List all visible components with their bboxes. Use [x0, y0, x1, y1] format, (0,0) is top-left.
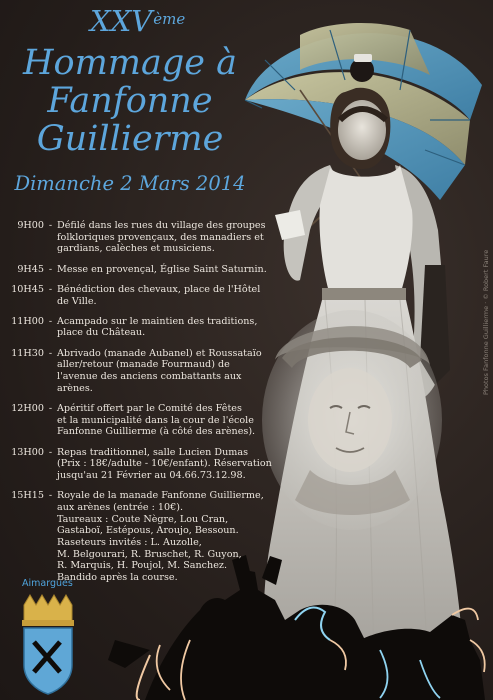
program-item [8, 220, 266, 255]
edition-ordinal: ème [153, 10, 186, 28]
crest [22, 595, 74, 694]
program-time: 12H00 [11, 402, 44, 414]
program-line: et la municipalité dans la cour de l'école [57, 414, 254, 426]
program-item [8, 283, 261, 307]
program-dash: - [48, 347, 53, 359]
crest-label: Aimargues [22, 578, 73, 589]
program-text [57, 284, 260, 307]
program-text [57, 403, 255, 438]
program-text [57, 264, 267, 276]
program-line: Taureaux : Coute Nègre, Lou Cran, [57, 513, 229, 525]
program-dash: - [48, 490, 53, 502]
program-line: Abrivado (manade Aubanel) et Roussataïo [57, 347, 262, 359]
program-line: Acampado sur le maintien des traditions, [57, 315, 258, 327]
event-date: Dimanche 2 Mars 2014 [14, 172, 246, 195]
program-line: R. Marquis, H. Poujol, M. Sanchez. [57, 560, 227, 572]
program-dash: - [48, 220, 53, 231]
program-text [57, 316, 257, 339]
program-item [8, 446, 272, 482]
program-line: l'avenue des anciens combattants aux [57, 371, 242, 383]
title-line-1: Hommage à [23, 43, 237, 83]
program-line: Apéritif offert par le Comité des Fêtes [57, 402, 242, 414]
program-line: folkloriques provençaux, des manadiers et [57, 231, 264, 243]
program-item [8, 402, 256, 438]
ghost-portrait [262, 310, 442, 530]
program-line: Bénédiction des chevaux, place de l'Hôtel [57, 283, 261, 295]
program-time: 15H15 [11, 490, 44, 502]
program-time: 13H00 [11, 446, 44, 458]
program-schedule [8, 220, 272, 592]
program-text [57, 348, 262, 395]
program-line: aux arènes (entrée : 10€). [57, 501, 184, 513]
program-line: Bandido après la course. [57, 572, 178, 584]
program-time: 10H45 [11, 283, 44, 295]
program-time: 9H00 [17, 220, 44, 231]
program-dash: - [48, 263, 53, 275]
program-dash: - [48, 402, 53, 414]
program-line: place du Château. [57, 327, 146, 339]
program-text [57, 447, 272, 482]
program-line: Royale de la manade Fanfonne Guillierme, [57, 490, 264, 502]
program-line: Repas traditionnel, salle Lucien Dumas [57, 446, 249, 458]
program-text [57, 220, 266, 255]
program-item [8, 347, 262, 395]
program-time: 11H00 [11, 315, 44, 327]
program-line: de Ville. [57, 295, 97, 307]
program-item [8, 315, 258, 339]
program-line: Messe en provençal, Église Saint Saturnin. [57, 263, 267, 275]
edition-number: XXVème [90, 4, 186, 38]
program-line: gardians, calèches et musiciens. [57, 243, 215, 255]
program-line: (Prix : 18€/adulte - 10€/enfant). Réservation [57, 458, 272, 470]
program-dash: - [48, 446, 53, 458]
title-line-2: Fanfonne [47, 81, 213, 121]
program-time: 9H45 [17, 263, 44, 275]
program-line: Fanfonne Guillierme (à côté des arènes). [57, 426, 256, 438]
photo-credit: Photos Fanfonne Guillierme · © Robert Faure [482, 249, 490, 395]
program-line: jusqu'au 21 Février au 04.66.73.12.98. [57, 469, 246, 481]
program-item [8, 263, 267, 276]
title-line-3: Guillierme [36, 119, 224, 159]
program-item [8, 490, 264, 584]
program-line: Défilé dans les rues du village des groupes [57, 220, 266, 231]
program-line: Gastaboï, Estépous, Aroujo, Bessoun. [57, 525, 239, 537]
program-dash: - [48, 283, 53, 295]
program-line: aller/retour (manade Fourmaud) de [57, 359, 230, 371]
program-line: Raseteurs invités : L. Auzolle, [57, 536, 202, 548]
program-time: 11H30 [11, 347, 44, 359]
program-dash: - [48, 315, 53, 327]
program-text [57, 490, 264, 584]
program-line: arènes. [57, 382, 93, 394]
program-line: M. Belgourari, R. Bruschet, R. Guyon, [57, 548, 242, 560]
